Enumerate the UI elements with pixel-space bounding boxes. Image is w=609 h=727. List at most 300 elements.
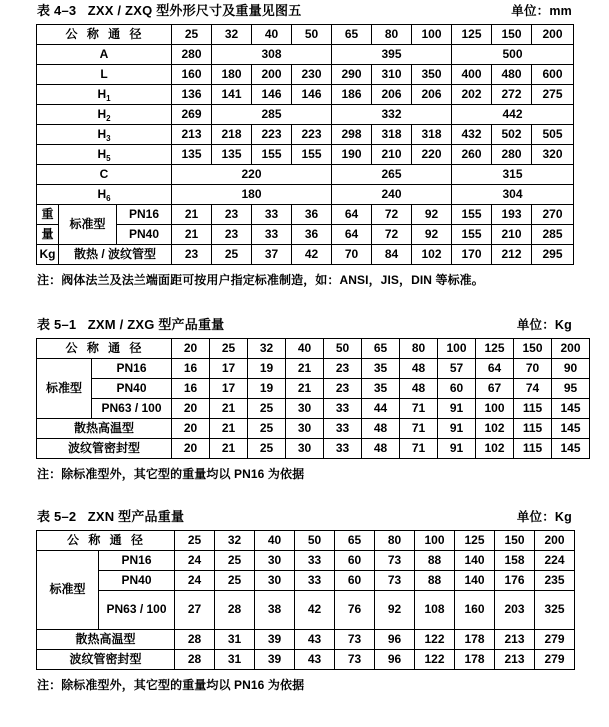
table-5-2-unit: 单位：Kg: [516, 510, 572, 524]
cell-bellows-1: 25: [212, 245, 252, 265]
type-label-standard: 标准型: [59, 205, 117, 245]
row-label-h2-letter: H: [97, 106, 107, 121]
type-label-pn40: PN40: [92, 379, 172, 399]
weight-label-liang: 量: [37, 225, 59, 245]
col-32: 32: [215, 531, 255, 551]
cell-pn63-5: 44: [362, 399, 400, 419]
row-label-h5-sub: 5: [106, 153, 111, 163]
cell-h1-3: 146: [292, 85, 332, 105]
cell-hightemp-9: 279: [535, 630, 575, 650]
cell-pn40-4: 64: [332, 225, 372, 245]
cell-h3-9: 505: [532, 125, 574, 145]
table-4-3-unit: 单位：mm: [511, 4, 572, 18]
cell-pn40-7: 140: [455, 571, 495, 591]
cell-pn63-8: 203: [495, 591, 535, 630]
col-25: 25: [210, 339, 248, 359]
cell-pn16-6: 92: [412, 205, 452, 225]
header-nominal-diameter: 公 称 通 径: [37, 531, 175, 551]
cell-l-8: 480: [492, 65, 532, 85]
cell-pn16-8: 193: [492, 205, 532, 225]
col-80: 80: [400, 339, 438, 359]
cell-hightemp-7: 178: [455, 630, 495, 650]
cell-bellows-1: 21: [210, 439, 248, 459]
table-row-h5: [37, 145, 574, 165]
cell-pn40-3: 36: [292, 225, 332, 245]
cell-h6-2: 304: [452, 185, 574, 205]
cell-pn16-2: 30: [255, 551, 295, 571]
cell-pn63-5: 92: [375, 591, 415, 630]
cell-l-5: 310: [372, 65, 412, 85]
cell-hightemp-2: 39: [255, 630, 295, 650]
cell-l-3: 230: [292, 65, 332, 85]
cell-hightemp-10: 145: [552, 419, 590, 439]
cell-h3-5: 318: [372, 125, 412, 145]
table-row-l: [37, 65, 574, 85]
table-5-2-note: 注：除标准型外，其它型的重量均以 PN16 为依据: [37, 678, 305, 692]
col-100: 100: [412, 25, 452, 45]
cell-h3-0: 213: [172, 125, 212, 145]
cell-pn63-7: 91: [438, 399, 476, 419]
cell-bellows-4: 33: [324, 439, 362, 459]
table-row-h1: [37, 85, 574, 105]
cell-c-1: 265: [332, 165, 452, 185]
cell-h1-5: 206: [372, 85, 412, 105]
col-50: 50: [324, 339, 362, 359]
table-row-pn40: [37, 571, 575, 591]
cell-pn63-1: 28: [215, 591, 255, 630]
cell-hightemp-3: 30: [286, 419, 324, 439]
cell-bellows-10: 145: [552, 439, 590, 459]
cell-hightemp-4: 73: [335, 630, 375, 650]
type-label-pn16: PN16: [117, 205, 172, 225]
row-label-h3-letter: H: [97, 126, 107, 141]
col-40: 40: [255, 531, 295, 551]
cell-pn63-2: 38: [255, 591, 295, 630]
weight-label-kg: Kg: [37, 245, 59, 265]
col-200: 200: [532, 25, 574, 45]
table-row-header: [37, 339, 590, 359]
cell-pn16-2: 33: [252, 205, 292, 225]
cell-l-4: 290: [332, 65, 372, 85]
cell-h2-2: 332: [332, 105, 452, 125]
cell-h5-6: 220: [412, 145, 452, 165]
cell-a-1: 308: [212, 45, 332, 65]
cell-bellows-7: 178: [455, 650, 495, 670]
cell-pn16-3: 33: [295, 551, 335, 571]
type-label-standard: 标准型: [37, 551, 99, 630]
col-25: 25: [172, 25, 212, 45]
cell-pn16-5: 72: [372, 205, 412, 225]
row-label-c: C: [37, 165, 172, 185]
cell-h5-7: 260: [452, 145, 492, 165]
cell-pn16-2: 19: [248, 359, 286, 379]
cell-pn40-8: 176: [495, 571, 535, 591]
cell-bellows-5: 48: [362, 439, 400, 459]
cell-h3-7: 432: [452, 125, 492, 145]
table-row-pn63: [37, 399, 590, 419]
col-32: 32: [248, 339, 286, 359]
cell-bellows-4: 73: [335, 650, 375, 670]
cell-pn16-0: 24: [175, 551, 215, 571]
cell-h5-0: 135: [172, 145, 212, 165]
cell-l-6: 350: [412, 65, 452, 85]
table-block-5-1: [36, 314, 581, 482]
cell-pn40-1: 23: [212, 225, 252, 245]
table-5-1-note: 注：除标准型外，其它型的重量均以 PN16 为依据: [37, 467, 305, 481]
header-nominal-diameter: 公 称 通 径: [37, 25, 172, 45]
type-label-bellows: 散热 / 波纹管型: [59, 245, 172, 265]
cell-l-9: 600: [532, 65, 574, 85]
cell-hightemp-8: 102: [476, 419, 514, 439]
col-40: 40: [286, 339, 324, 359]
table-row-pn16: [37, 205, 574, 225]
header-nominal-diameter: 公 称 通 径: [37, 339, 172, 359]
table-row-pn63: [37, 591, 575, 630]
cell-h1-7: 202: [452, 85, 492, 105]
col-80: 80: [372, 25, 412, 45]
type-label-pn63: PN63 / 100: [99, 591, 175, 630]
col-150: 150: [492, 25, 532, 45]
table-4-3-title: 表 4–3 ZXX / ZXQ 型外形尺寸及重量见图五: [37, 3, 302, 18]
cell-h5-4: 190: [332, 145, 372, 165]
cell-pn16-1: 25: [215, 551, 255, 571]
cell-pn16-0: 21: [172, 205, 212, 225]
cell-pn40-8: 210: [492, 225, 532, 245]
type-label-pn16: PN16: [99, 551, 175, 571]
table-row-hightemp: [37, 419, 590, 439]
col-125: 125: [455, 531, 495, 551]
cell-bellows-7: 170: [452, 245, 492, 265]
cell-h1-0: 136: [172, 85, 212, 105]
cell-h1-1: 141: [212, 85, 252, 105]
col-65: 65: [332, 25, 372, 45]
cell-h3-8: 502: [492, 125, 532, 145]
cell-bellows-6: 71: [400, 439, 438, 459]
cell-bellows-6: 102: [412, 245, 452, 265]
cell-pn63-3: 30: [286, 399, 324, 419]
table-row-h6: [37, 185, 574, 205]
cell-pn40-4: 23: [324, 379, 362, 399]
row-label-h1-letter: H: [97, 86, 107, 101]
cell-pn40-6: 88: [415, 571, 455, 591]
cell-h5-3: 155: [292, 145, 332, 165]
cell-pn40-2: 30: [255, 571, 295, 591]
cell-bellows-3: 42: [292, 245, 332, 265]
cell-pn63-0: 20: [172, 399, 210, 419]
cell-pn40-7: 155: [452, 225, 492, 245]
cell-pn40-9: 235: [535, 571, 575, 591]
spacer-1: [36, 288, 573, 314]
row-label-h6: [37, 185, 172, 205]
type-label-bellows: 波纹管密封型: [37, 650, 175, 670]
cell-bellows-7: 91: [438, 439, 476, 459]
cell-pn16-7: 140: [455, 551, 495, 571]
cell-bellows-5: 84: [372, 245, 412, 265]
cell-pn63-6: 71: [400, 399, 438, 419]
type-label-bellows: 波纹管密封型: [37, 439, 172, 459]
cell-pn63-7: 160: [455, 591, 495, 630]
table-4-3: [36, 24, 574, 265]
table-4-3-title-row: [36, 0, 573, 24]
cell-bellows-8: 213: [495, 650, 535, 670]
cell-a-3: 500: [452, 45, 574, 65]
cell-pn16-9: 270: [532, 205, 574, 225]
col-50: 50: [292, 25, 332, 45]
cell-pn16-4: 64: [332, 205, 372, 225]
col-20: 20: [172, 339, 210, 359]
cell-pn16-6: 88: [415, 551, 455, 571]
table-4-3-note: 注：阀体法兰及法兰端面距可按用户指定标准制造，如：ANSI，JIS，DIN 等标准。: [37, 273, 484, 287]
cell-pn16-1: 17: [210, 359, 248, 379]
cell-pn40-6: 92: [412, 225, 452, 245]
cell-h6-1: 240: [332, 185, 452, 205]
cell-pn40-10: 95: [552, 379, 590, 399]
cell-h5-2: 155: [252, 145, 292, 165]
cell-pn16-7: 57: [438, 359, 476, 379]
col-100: 100: [438, 339, 476, 359]
cell-pn16-8: 64: [476, 359, 514, 379]
cell-pn63-3: 42: [295, 591, 335, 630]
row-label-h3-sub: 3: [106, 133, 111, 143]
cell-pn40-0: 24: [175, 571, 215, 591]
cell-a-0: 280: [172, 45, 212, 65]
cell-bellows-9: 279: [535, 650, 575, 670]
row-label-h6-letter: H: [97, 186, 107, 201]
type-label-hightemp: 散热高温型: [37, 419, 172, 439]
cell-pn63-1: 21: [210, 399, 248, 419]
cell-pn63-4: 76: [335, 591, 375, 630]
table-row-bellows: [37, 650, 575, 670]
cell-bellows-2: 37: [252, 245, 292, 265]
cell-bellows-2: 25: [248, 439, 286, 459]
cell-hightemp-8: 213: [495, 630, 535, 650]
cell-pn16-5: 35: [362, 359, 400, 379]
table-row-pn40: [37, 225, 574, 245]
cell-pn63-2: 25: [248, 399, 286, 419]
type-label-pn63: PN63 / 100: [92, 399, 172, 419]
cell-bellows-6: 122: [415, 650, 455, 670]
row-label-a: A: [37, 45, 172, 65]
cell-h1-8: 272: [492, 85, 532, 105]
col-65: 65: [335, 531, 375, 551]
cell-bellows-0: 20: [172, 439, 210, 459]
table-5-2: [36, 530, 575, 670]
col-80: 80: [375, 531, 415, 551]
cell-pn16-3: 36: [292, 205, 332, 225]
table-5-1: [36, 338, 590, 459]
cell-c-0: 220: [172, 165, 332, 185]
cell-h5-8: 280: [492, 145, 532, 165]
cell-hightemp-9: 115: [514, 419, 552, 439]
row-label-h6-sub: 6: [106, 193, 111, 203]
col-200: 200: [535, 531, 575, 551]
cell-bellows-3: 43: [295, 650, 335, 670]
cell-hightemp-5: 48: [362, 419, 400, 439]
cell-bellows-0: 28: [175, 650, 215, 670]
col-100: 100: [415, 531, 455, 551]
cell-bellows-4: 70: [332, 245, 372, 265]
cell-hightemp-7: 91: [438, 419, 476, 439]
cell-pn40-8: 67: [476, 379, 514, 399]
cell-pn40-1: 25: [215, 571, 255, 591]
table-row-pn16: [37, 359, 590, 379]
cell-pn16-8: 158: [495, 551, 535, 571]
cell-pn63-6: 108: [415, 591, 455, 630]
cell-hightemp-3: 43: [295, 630, 335, 650]
col-40: 40: [252, 25, 292, 45]
cell-pn40-7: 60: [438, 379, 476, 399]
col-65: 65: [362, 339, 400, 359]
cell-h3-1: 218: [212, 125, 252, 145]
col-150: 150: [495, 531, 535, 551]
cell-h3-3: 223: [292, 125, 332, 145]
cell-h5-5: 210: [372, 145, 412, 165]
cell-pn16-5: 73: [375, 551, 415, 571]
cell-pn40-1: 17: [210, 379, 248, 399]
cell-pn40-6: 48: [400, 379, 438, 399]
cell-pn16-4: 23: [324, 359, 362, 379]
row-label-h5: [37, 145, 172, 165]
cell-l-1: 180: [212, 65, 252, 85]
cell-pn16-3: 21: [286, 359, 324, 379]
type-label-pn16: PN16: [92, 359, 172, 379]
cell-l-2: 200: [252, 65, 292, 85]
cell-h5-1: 135: [212, 145, 252, 165]
spacer-2: [36, 482, 573, 506]
cell-hightemp-0: 20: [172, 419, 210, 439]
table-5-2-title: 表 5–2 ZXN 型产品重量: [37, 509, 185, 524]
row-label-h1: [37, 85, 172, 105]
col-200: 200: [552, 339, 590, 359]
cell-pn40-0: 21: [172, 225, 212, 245]
cell-pn16-10: 90: [552, 359, 590, 379]
type-label-hightemp: 散热高温型: [37, 630, 175, 650]
col-25: 25: [175, 531, 215, 551]
table-5-1-unit: 单位：Kg: [516, 318, 572, 332]
cell-pn63-4: 33: [324, 399, 362, 419]
cell-pn40-5: 35: [362, 379, 400, 399]
row-label-l: L: [37, 65, 172, 85]
cell-h3-2: 223: [252, 125, 292, 145]
cell-bellows-9: 115: [514, 439, 552, 459]
cell-bellows-1: 31: [215, 650, 255, 670]
cell-pn16-0: 16: [172, 359, 210, 379]
row-label-h1-sub: 1: [106, 93, 111, 103]
cell-pn16-1: 23: [212, 205, 252, 225]
cell-bellows-2: 39: [255, 650, 295, 670]
table-block-4-3: [36, 0, 573, 288]
cell-hightemp-1: 21: [210, 419, 248, 439]
cell-pn40-5: 72: [372, 225, 412, 245]
col-32: 32: [212, 25, 252, 45]
col-125: 125: [452, 25, 492, 45]
cell-pn16-6: 48: [400, 359, 438, 379]
cell-bellows-3: 30: [286, 439, 324, 459]
cell-hightemp-6: 71: [400, 419, 438, 439]
cell-bellows-5: 96: [375, 650, 415, 670]
cell-pn40-9: 74: [514, 379, 552, 399]
cell-h3-4: 298: [332, 125, 372, 145]
cell-pn63-8: 100: [476, 399, 514, 419]
cell-bellows-8: 212: [492, 245, 532, 265]
cell-hightemp-5: 96: [375, 630, 415, 650]
cell-pn40-4: 60: [335, 571, 375, 591]
cell-c-2: 315: [452, 165, 574, 185]
col-125: 125: [476, 339, 514, 359]
cell-pn16-9: 70: [514, 359, 552, 379]
table-block-5-2: [36, 506, 573, 693]
cell-pn40-2: 33: [252, 225, 292, 245]
cell-bellows-9: 295: [532, 245, 574, 265]
row-label-h2: [37, 105, 172, 125]
cell-pn40-9: 285: [532, 225, 574, 245]
cell-pn16-4: 60: [335, 551, 375, 571]
type-label-standard: 标准型: [37, 359, 92, 419]
cell-hightemp-0: 28: [175, 630, 215, 650]
table-row-hightemp: [37, 630, 575, 650]
cell-pn16-9: 224: [535, 551, 575, 571]
cell-h3-6: 318: [412, 125, 452, 145]
type-label-pn40: PN40: [99, 571, 175, 591]
cell-h1-6: 206: [412, 85, 452, 105]
cell-h2-0: 269: [172, 105, 212, 125]
table-5-1-title-row: [36, 314, 573, 338]
cell-l-0: 160: [172, 65, 212, 85]
cell-l-7: 400: [452, 65, 492, 85]
cell-h1-9: 275: [532, 85, 574, 105]
cell-pn63-9: 115: [514, 399, 552, 419]
cell-h1-4: 186: [332, 85, 372, 105]
cell-hightemp-6: 122: [415, 630, 455, 650]
table-row-header: [37, 25, 574, 45]
table-row-c: [37, 165, 574, 185]
table-row-h3: [37, 125, 574, 145]
cell-h2-3: 442: [452, 105, 574, 125]
table-row-header: [37, 531, 575, 551]
cell-pn63-10: 145: [552, 399, 590, 419]
row-label-h3: [37, 125, 172, 145]
cell-bellows-0: 23: [172, 245, 212, 265]
type-label-pn40: PN40: [117, 225, 172, 245]
cell-pn63-0: 27: [175, 591, 215, 630]
cell-h5-9: 320: [532, 145, 574, 165]
cell-pn40-2: 19: [248, 379, 286, 399]
table-5-1-title: 表 5–1 ZXM / ZXG 型产品重量: [37, 317, 225, 332]
cell-h1-2: 146: [252, 85, 292, 105]
table-row-bellows: [37, 439, 590, 459]
cell-hightemp-1: 31: [215, 630, 255, 650]
table-row-pn16: [37, 551, 575, 571]
table-row-bellows: [37, 245, 574, 265]
col-150: 150: [514, 339, 552, 359]
cell-h6-0: 180: [172, 185, 332, 205]
cell-pn16-7: 155: [452, 205, 492, 225]
cell-bellows-8: 102: [476, 439, 514, 459]
table-5-2-title-row: [36, 506, 573, 530]
row-label-h5-letter: H: [97, 146, 107, 161]
cell-hightemp-2: 25: [248, 419, 286, 439]
cell-h2-1: 285: [212, 105, 332, 125]
table-row-pn40: [37, 379, 590, 399]
row-label-h2-sub: 2: [106, 113, 111, 123]
cell-pn40-3: 21: [286, 379, 324, 399]
col-50: 50: [295, 531, 335, 551]
table-row-a: [37, 45, 574, 65]
table-row-h2: [37, 105, 574, 125]
cell-hightemp-4: 33: [324, 419, 362, 439]
cell-pn40-3: 33: [295, 571, 335, 591]
cell-pn63-9: 325: [535, 591, 575, 630]
